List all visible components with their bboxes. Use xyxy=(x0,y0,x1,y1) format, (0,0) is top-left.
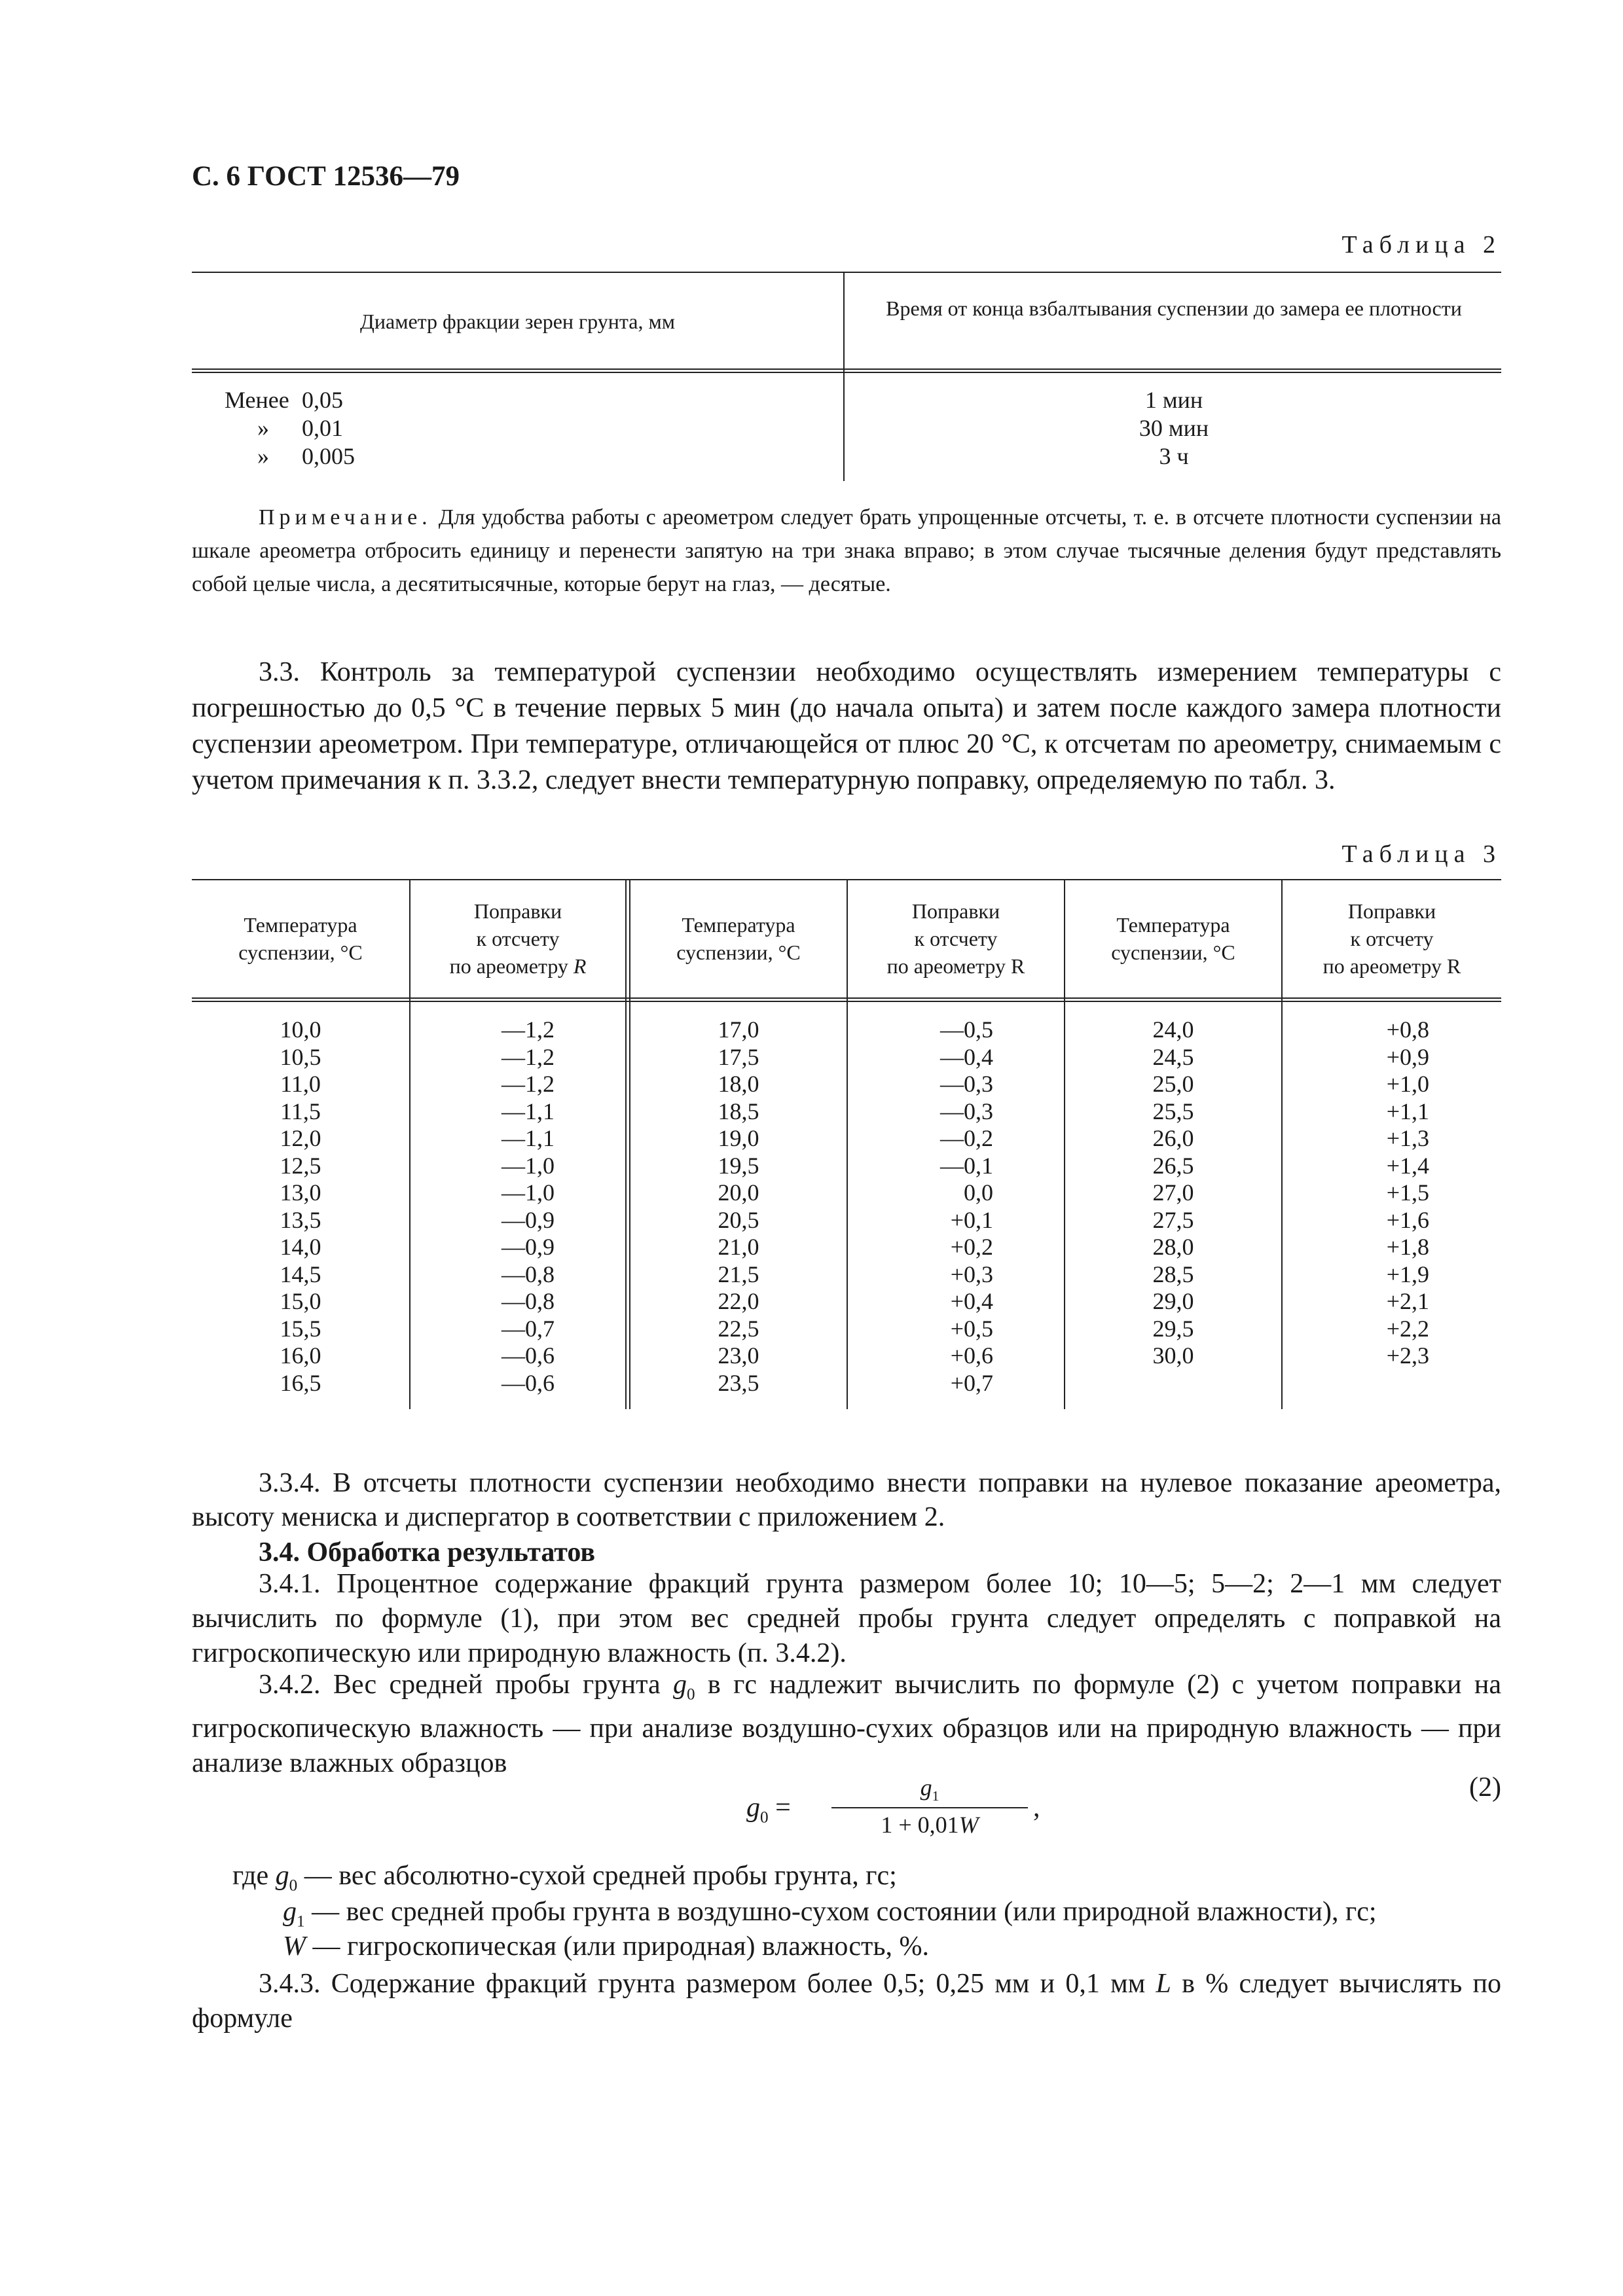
table-cell: —0,3 xyxy=(940,1098,993,1124)
table-cell: —0,8 xyxy=(501,1261,555,1287)
header-line: Температура xyxy=(244,912,357,937)
header-line: суспензии, °С xyxy=(1111,940,1235,964)
subscript: 0 xyxy=(289,1876,298,1895)
table-2 xyxy=(192,272,1501,481)
table-cell: 15,0 xyxy=(280,1288,321,1314)
text-run: где xyxy=(232,1861,276,1891)
table-divider xyxy=(843,272,845,481)
table-cell: 25,5 xyxy=(1152,1098,1194,1124)
table-cell: —1,1 xyxy=(501,1098,555,1124)
formula-comma: , xyxy=(1033,1793,1040,1823)
header-line: к отсчету xyxy=(476,926,560,950)
note-label: Примечание. xyxy=(259,505,432,529)
subscript: 1 xyxy=(932,1788,939,1804)
subscript: 0 xyxy=(760,1808,769,1827)
table-cell: 24,5 xyxy=(1152,1043,1194,1070)
table-cell: 24,0 xyxy=(1152,1016,1194,1043)
table-cell: —1,2 xyxy=(501,1016,555,1043)
table-cell: 22,0 xyxy=(718,1288,759,1314)
table-cell: +1,0 xyxy=(1386,1071,1429,1097)
table-cell: 25,0 xyxy=(1152,1071,1194,1097)
text-run: — вес абсолютно-сухой средней пробы грунта, гс; xyxy=(297,1861,897,1891)
table-cell: +0,4 xyxy=(950,1288,993,1314)
table-row xyxy=(225,414,343,442)
equals-sign: = xyxy=(768,1793,791,1823)
header-line: Температура xyxy=(682,912,795,937)
table-cell: 30,0 xyxy=(1152,1342,1194,1369)
variable: g xyxy=(672,1670,687,1700)
table-cell: +0,8 xyxy=(1386,1016,1429,1043)
table-cell: 28,5 xyxy=(1152,1261,1194,1287)
definition-line xyxy=(283,1931,929,1962)
table-cell: 16,0 xyxy=(280,1342,321,1369)
table-cell: —1,2 xyxy=(501,1071,555,1097)
table-cell: +2,3 xyxy=(1386,1342,1429,1369)
variable: W xyxy=(283,1931,306,1962)
table-cell: +1,9 xyxy=(1386,1261,1429,1287)
table-rule xyxy=(192,372,1501,373)
text-run: 3.4.3. Содержание фракций грунта размером более 0,5; 0,25 мм и 0,1 мм xyxy=(259,1969,1156,1999)
table-cell: 21,0 xyxy=(718,1234,759,1260)
header-line xyxy=(450,952,587,980)
table-cell: —0,1 xyxy=(940,1152,993,1179)
table-cell: 19,5 xyxy=(718,1152,759,1179)
table-cell: —0,8 xyxy=(501,1288,555,1314)
table-cell: 16,5 xyxy=(280,1369,321,1396)
header-line: суспензии, °С xyxy=(676,940,801,964)
table-cell: 17,0 xyxy=(718,1016,759,1043)
table-cell: 15,5 xyxy=(280,1315,321,1342)
table-cell: 29,0 xyxy=(1152,1288,1194,1314)
row-time: 30 мин xyxy=(1139,415,1209,441)
row-value: 0,005 xyxy=(302,443,355,469)
table-row xyxy=(225,386,343,414)
variable: g xyxy=(283,1897,297,1927)
table-cell: +1,3 xyxy=(1386,1125,1429,1151)
header-line: Поправки xyxy=(911,899,1000,923)
table-cell: 14,5 xyxy=(280,1261,321,1287)
table-rule xyxy=(192,368,1501,370)
row-prefix: » xyxy=(257,443,269,469)
table-3-caption: Таблица 3 xyxy=(1341,840,1501,868)
paragraph-3-4-2 xyxy=(192,1668,1501,1781)
table-cell: 20,0 xyxy=(718,1179,759,1206)
table-cell: —1,0 xyxy=(501,1179,555,1206)
note-paragraph xyxy=(192,501,1501,601)
text-run: — гигроскопическая (или природная) влажность, %. xyxy=(306,1931,930,1962)
table-cell: —0,5 xyxy=(940,1016,993,1043)
column-correction xyxy=(848,1016,993,1397)
paragraph-3-3-4: 3.3.4. В отсчеты плотности суспензии необходимо внести поправки на нулевое показание ареометра, высоту мениска и диспергатор в соответствии с приложением 2. xyxy=(192,1468,1501,1532)
table-cell: 11,5 xyxy=(280,1098,321,1124)
table-cell: 12,5 xyxy=(280,1152,321,1179)
header-temperature xyxy=(1065,879,1281,997)
table-cell: +1,4 xyxy=(1386,1152,1429,1179)
table-cell: 14,0 xyxy=(280,1234,321,1260)
fraction-numerator xyxy=(831,1774,1028,1804)
column-temperature xyxy=(1065,1016,1281,1370)
table-cell: +0,6 xyxy=(950,1342,993,1369)
table-cell: 13,5 xyxy=(280,1206,321,1233)
column-temperature xyxy=(630,1016,847,1397)
text-run: 1 + 0,01 xyxy=(881,1812,959,1839)
row-value: 0,05 xyxy=(302,387,343,413)
table-2-header-time: Время от конца взбалтывания суспензии до замера ее плотности xyxy=(886,296,1462,320)
page-header: С. 6 ГОСТ 12536—79 xyxy=(192,161,460,192)
header-line: к отсчету xyxy=(914,926,998,950)
table-cell: +0,5 xyxy=(950,1315,993,1342)
table-cell: +0,2 xyxy=(950,1234,993,1260)
text-run: — вес средней пробы грунта в воздушно-сухом состоянии (или природной влажности), гс; xyxy=(304,1897,1377,1927)
header-line: к отсчету xyxy=(1350,926,1434,950)
row-prefix: » xyxy=(257,415,269,441)
header-correction xyxy=(1283,879,1501,997)
row-prefix: Менее xyxy=(225,387,289,413)
table-cell: +2,2 xyxy=(1386,1315,1429,1342)
formula-lhs xyxy=(746,1792,791,1827)
fraction-bar xyxy=(831,1807,1028,1808)
table-cell: —0,9 xyxy=(501,1206,555,1233)
note-text: Для удобства работы с ареометром следует брать упрощенные отсчеты, т. е. в отсчете плотности суспензии на шкале ареометра отбросить единицу и перенести запятую на три знака вправо; в этом случае тысячные деления будут представлять собой целые числа, а десятитысячные, которые берут на глаз, — десятые. xyxy=(192,505,1501,596)
table-cell: 27,5 xyxy=(1152,1206,1194,1233)
table-cell: +1,6 xyxy=(1386,1206,1429,1233)
variable: L xyxy=(1156,1969,1171,1999)
table-cell: 17,5 xyxy=(718,1043,759,1070)
header-text: по ареометру xyxy=(449,954,568,978)
table-cell: 11,0 xyxy=(280,1071,321,1097)
header-line: Поправки xyxy=(1347,899,1436,923)
table-cell: 12,0 xyxy=(280,1125,321,1151)
row-value: 0,01 xyxy=(302,415,343,441)
definition-line xyxy=(283,1896,1377,1931)
table-row xyxy=(225,442,355,470)
table-3 xyxy=(192,879,1501,1409)
table-cell: 10,0 xyxy=(280,1016,321,1043)
header-correction xyxy=(410,879,625,997)
section-heading-3-4: 3.4. Обработка результатов xyxy=(259,1537,596,1568)
column-correction xyxy=(410,1016,555,1397)
row-time: 1 мин xyxy=(1144,387,1203,413)
table-cell: —0,4 xyxy=(940,1043,993,1070)
table-cell: 13,0 xyxy=(280,1179,321,1206)
table-cell: 23,5 xyxy=(718,1369,759,1396)
header-line: суспензии, °С xyxy=(238,940,363,964)
table-cell: +0,3 xyxy=(950,1261,993,1287)
table-cell: 28,0 xyxy=(1152,1234,1194,1260)
header-line: по ареометру R xyxy=(886,954,1025,978)
table-cell: +0,9 xyxy=(1386,1043,1429,1070)
table-cell: 27,0 xyxy=(1152,1179,1194,1206)
header-line: Поправки xyxy=(473,899,562,923)
table-cell: 20,5 xyxy=(718,1206,759,1233)
variable: g xyxy=(275,1861,289,1891)
table-cell: —1,1 xyxy=(501,1125,555,1151)
table-cell: 29,5 xyxy=(1152,1315,1194,1342)
table-cell: 21,5 xyxy=(718,1261,759,1287)
header-symbol: R xyxy=(573,954,587,978)
subscript: 0 xyxy=(686,1685,695,1704)
table-cell: 0,0 xyxy=(964,1179,993,1206)
text-run: в % следует вычислять по формуле xyxy=(192,1969,1501,2034)
header-line: по ареометру R xyxy=(1322,954,1461,978)
header-correction xyxy=(848,879,1064,997)
text-run: в гс надлежит вычислить по формуле (2) с учетом поправки на гигроскопическую влажность — при анализе воздушно-сухих образцов или на природную влажность — при анализе влажных образцов xyxy=(192,1670,1501,1779)
table-cell: —0,7 xyxy=(501,1315,555,1342)
table-rule xyxy=(192,272,1501,273)
fraction-denominator xyxy=(831,1811,1028,1839)
paragraph-3-4-1: 3.4.1. Процентное содержание фракций грунта размером более 10; 10—5; 5—2; 2—1 мм следует вычислить по формуле (1), при этом вес средней пробы грунта следует определять с поправкой на гигроскопическую или природную влажность (п. 3.4.2). xyxy=(192,1569,1501,1668)
variable: g xyxy=(746,1793,760,1823)
table-cell: 18,0 xyxy=(718,1071,759,1097)
formula-fraction xyxy=(831,1774,1028,1839)
table-cell: —1,2 xyxy=(501,1043,555,1070)
variable: g xyxy=(920,1774,932,1801)
table-cell: 23,0 xyxy=(718,1342,759,1369)
table-cell: —1,0 xyxy=(501,1152,555,1179)
text-run: 3.4.2. Вес средней пробы грунта xyxy=(259,1670,673,1700)
table-cell: —0,6 xyxy=(501,1342,555,1369)
variable: W xyxy=(958,1812,979,1839)
definition-line xyxy=(232,1860,897,1895)
header-line: Температура xyxy=(1116,912,1230,937)
table-cell: —0,6 xyxy=(501,1369,555,1396)
table-cell: 10,5 xyxy=(280,1043,321,1070)
table-cell: +0,7 xyxy=(950,1369,993,1396)
header-temperature xyxy=(192,879,409,997)
table-cell: —0,3 xyxy=(940,1071,993,1097)
table-cell: 26,0 xyxy=(1152,1125,1194,1151)
header-temperature xyxy=(630,879,847,997)
row-time: 3 ч xyxy=(1159,443,1189,469)
subscript: 1 xyxy=(297,1912,305,1931)
column-correction xyxy=(1283,1016,1429,1370)
table-cell: 19,0 xyxy=(718,1125,759,1151)
column-temperature xyxy=(192,1016,409,1397)
equation-number: (2) xyxy=(1469,1772,1501,1803)
table-cell: 18,5 xyxy=(718,1098,759,1124)
table-cell: +0,1 xyxy=(950,1206,993,1233)
table-cell: 26,5 xyxy=(1152,1152,1194,1179)
table-cell: +2,1 xyxy=(1386,1288,1429,1314)
table-divider xyxy=(625,879,627,1409)
table-2-caption: Таблица 2 xyxy=(1341,231,1501,259)
table-cell: —0,9 xyxy=(501,1234,555,1260)
table-cell: +1,8 xyxy=(1386,1234,1429,1260)
table-cell: +1,1 xyxy=(1386,1098,1429,1124)
paragraph-3-3: 3.3. Контроль за температурой суспензии необходимо осуществлять измерением температуры с погрешностью до 0,5 °С в течение первых 5 мин (до начала опыта) и затем после каждого замера плотности суспензии ареометром. При температуре, отличающейся от плюс 20 °С, к отсчетам по ареометру, снимаемым с учетом примечания к п. 3.3.2, следует внести температурную поправку, определяемую по табл. 3. xyxy=(192,657,1501,795)
paragraph-3-4-3 xyxy=(192,1967,1501,2036)
table-2-header-diameter: Диаметр фракции зерен грунта, мм xyxy=(360,310,675,333)
table-cell: 22,5 xyxy=(718,1315,759,1342)
table-cell: +1,5 xyxy=(1386,1179,1429,1206)
table-cell: —0,2 xyxy=(940,1125,993,1151)
